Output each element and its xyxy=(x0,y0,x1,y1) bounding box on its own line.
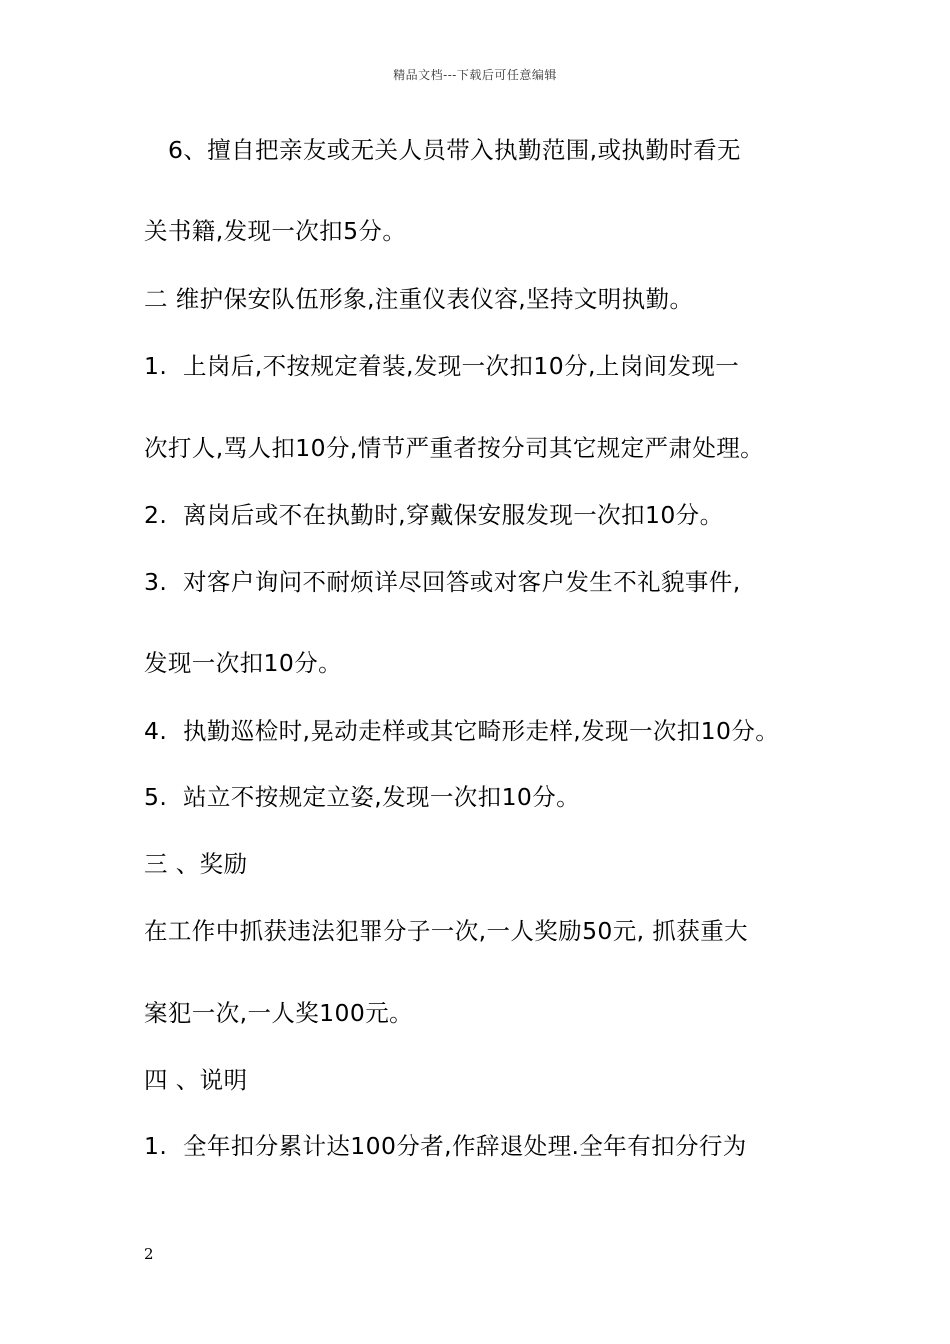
page-number: 2 xyxy=(144,1245,154,1263)
page-header: 精品文档---下载后可任意编辑 xyxy=(393,68,557,82)
section-2-item-3-line-1 xyxy=(144,566,741,598)
item-text: 上岗后,不按规定着装,发现一次扣10分,上岗间发现一 xyxy=(183,352,740,380)
rule-item-6-line-2: 关书籍,发现一次扣5分。 xyxy=(144,217,407,245)
section-3-text-line-2: 案犯一次,一人奖100元。 xyxy=(144,999,414,1027)
section-2-item-2 xyxy=(144,499,723,531)
section-2-item-4 xyxy=(144,715,779,747)
item-text: 对客户询问不耐烦详尽回答或对客户发生不礼貌事件, xyxy=(183,568,741,596)
rule-item-6-line-1: 6、擅自把亲友或无关人员带入执勤范围,或执勤时看无 xyxy=(168,136,741,164)
item-text: 站立不按规定立姿,发现一次扣10分。 xyxy=(183,783,581,811)
section-2-item-1-line-1 xyxy=(144,350,739,382)
section-3-heading: 三 、奖励 xyxy=(144,850,248,878)
section-3-text-line-1: 在工作中抓获违法犯罪分子一次,一人奖励50元, 抓获重大 xyxy=(144,917,749,945)
item-number: 3. xyxy=(144,568,168,596)
section-2-item-1-line-2: 次打人,骂人扣10分,情节严重者按分司其它规定严肃处理。 xyxy=(144,434,765,462)
item-number: 5. xyxy=(144,783,168,811)
section-2-item-3-line-2: 发现一次扣10分。 xyxy=(144,649,343,677)
item-text: 执勤巡检时,晃动走样或其它畸形走样,发现一次扣10分。 xyxy=(183,717,780,745)
section-4-heading: 四 、说明 xyxy=(144,1066,248,1094)
section-4-item-1 xyxy=(144,1130,747,1162)
item-text: 全年扣分累计达100分者,作辞退处理.全年有扣分行为 xyxy=(183,1132,747,1160)
section-2-item-5 xyxy=(144,781,580,813)
item-text: 离岗后或不在执勤时,穿戴保安服发现一次扣10分。 xyxy=(183,501,724,529)
section-2-heading: 二 维护保安队伍形象,注重仪表仪容,坚持文明执勤。 xyxy=(144,285,694,313)
item-number: 4. xyxy=(144,717,168,745)
item-number: 1. xyxy=(144,1132,168,1160)
item-number: 1. xyxy=(144,352,168,380)
item-number: 2. xyxy=(144,501,168,529)
